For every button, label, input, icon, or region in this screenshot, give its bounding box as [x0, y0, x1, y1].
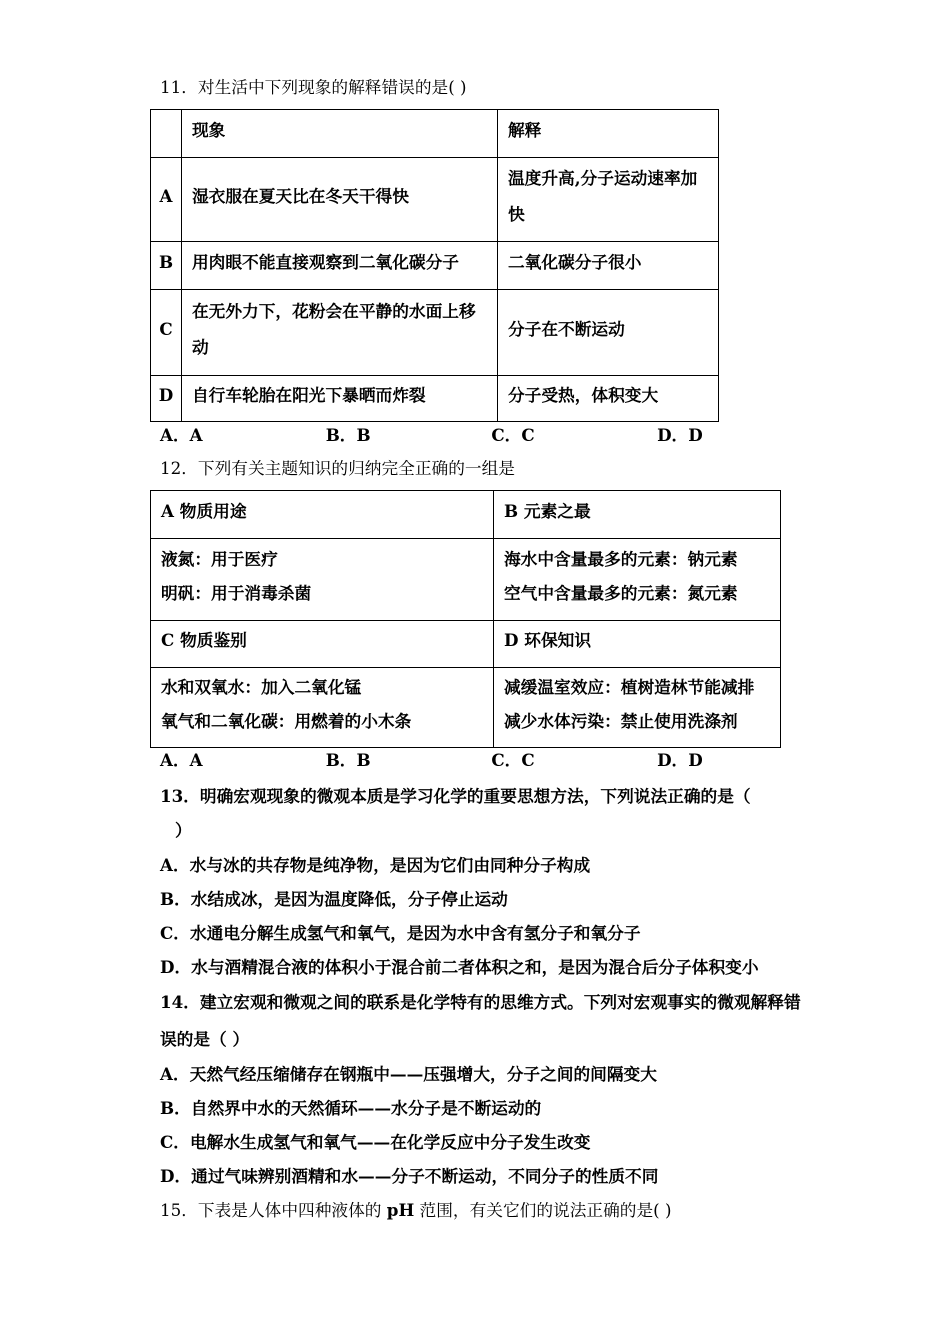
q14-option-b: B．自然界中水的天然循环——水分子是不断运动的	[160, 1098, 542, 1118]
cell-line: 温度升高,分子运动速率加	[508, 167, 698, 188]
cell-line: 分子在不断运动	[508, 318, 625, 339]
q14-stem-line-1: 14．建立宏观和微观之间的联系是化学特有的思维方式。下列对宏观事实的微观解释错	[160, 992, 801, 1012]
q12-cell-b-content	[494, 539, 781, 621]
q12-cell-b-title: B 元素之最	[494, 491, 781, 539]
q13-option-d: D．水与酒精混合液的体积小于混合前二者体积之和，是因为混合后分子体积变小	[160, 957, 759, 977]
cell-line: 二氧化碳分子很小	[508, 251, 642, 272]
q12-cell-a-title: A 物质用途	[151, 491, 494, 539]
cell-line: 海水中含量最多的元素：钠元素	[504, 548, 738, 569]
cell-line: 分子受热，体积变大	[508, 384, 659, 405]
q12-cell-c-title: C 物质鉴别	[151, 621, 494, 668]
q11-row-explanation	[498, 242, 719, 290]
q11-row-explanation	[498, 290, 719, 376]
q12-cell-d-title: D 环保知识	[494, 621, 781, 668]
cell-line: 氧气和二氧化碳：用燃着的小木条	[161, 710, 412, 731]
q11-row-label: A	[151, 158, 182, 242]
q11-header-explanation: 解释	[498, 110, 719, 158]
q11-header-phenomenon: 现象	[182, 110, 498, 158]
q12-table	[150, 490, 781, 748]
cell-line: 明矾：用于消毒杀菌	[161, 582, 312, 603]
cell-line: 自行车轮胎在阳光下暴晒而炸裂	[192, 384, 426, 405]
q11-header-label-cell	[151, 110, 182, 158]
cell-line: 空气中含量最多的元素：氮元素	[504, 582, 738, 603]
cell-line: 水和双氧水：加入二氧化锰	[161, 676, 362, 697]
q15-stem-before: 15．下表是人体中四种液体的	[160, 1200, 387, 1220]
cell-line: 快	[508, 203, 525, 224]
cell-line: 减少水体污染：禁止使用洗涤剂	[504, 710, 738, 731]
q11-table-row-c	[151, 290, 719, 376]
q11-row-phenomenon	[182, 376, 498, 422]
cell-line: 减缓温室效应：植树造林节能减排	[504, 676, 755, 697]
q14-stem-line-2: 误的是（ ）	[160, 1029, 250, 1049]
q11-stem: 11．对生活中下列现象的解释错误的是( )	[160, 77, 467, 97]
q14-option-a: A．天然气经压缩储存在钢瓶中——压强增大，分子之间的间隔变大	[160, 1064, 657, 1084]
q14-option-d: D．通过气味辨别酒精和水——分子不断运动，不同分子的性质不同	[160, 1166, 659, 1186]
q15-stem-ph: pH	[386, 1200, 415, 1220]
q12-option-a: A．A	[160, 750, 203, 770]
q12-cell-c-content	[151, 668, 494, 748]
q11-option-a: A．A	[160, 425, 203, 445]
q12-table-title-row	[151, 621, 781, 668]
q12-table-title-row	[151, 491, 781, 539]
q11-row-phenomenon	[182, 158, 498, 242]
q12-table-content-row	[151, 668, 781, 748]
q11-row-explanation	[498, 376, 719, 422]
q15-stem	[160, 1198, 672, 1222]
q11-row-label: C	[151, 290, 182, 376]
q11-table-row-b	[151, 242, 719, 290]
q13-option-a: A．水与冰的共存物是纯净物，是因为它们由同种分子构成	[160, 855, 591, 875]
cell-line: 动	[192, 336, 209, 357]
q12-option-d: D．D	[657, 750, 703, 770]
cell-line: 用肉眼不能直接观察到二氧化碳分子	[192, 251, 459, 272]
q15-stem-after: 范围，有关它们的说法正确的是( )	[414, 1200, 672, 1220]
q12-table-content-row	[151, 539, 781, 621]
q11-row-label: D	[151, 376, 182, 422]
q11-table-row-d	[151, 376, 719, 422]
q13-stem-line-2: ）	[175, 820, 192, 840]
cell-line: 湿衣服在夏天比在冬天干得快	[192, 185, 409, 206]
q12-option-b: B．B	[325, 750, 371, 770]
q11-option-b: B．B	[325, 425, 371, 445]
q12-cell-d-content	[494, 668, 781, 748]
q11-row-label: B	[151, 242, 182, 290]
q12-cell-a-content	[151, 539, 494, 621]
cell-line: 液氮：用于医疗	[161, 548, 278, 569]
q11-table-row-a	[151, 158, 719, 242]
q14-option-c: C．电解水生成氢气和氧气——在化学反应中分子发生改变	[160, 1132, 591, 1152]
q11-table-header-row	[151, 110, 719, 158]
q13-stem-line-1: 13．明确宏观现象的微观本质是学习化学的重要思想方法，下列说法正确的是（	[160, 786, 751, 806]
q12-stem: 12．下列有关主题知识的归纳完全正确的一组是	[160, 458, 515, 478]
q11-row-phenomenon	[182, 242, 498, 290]
q11-table	[150, 109, 719, 422]
q12-options	[160, 748, 823, 772]
q11-row-phenomenon	[182, 290, 498, 376]
q13-option-b: B．水结成冰，是因为温度降低，分子停止运动	[160, 889, 508, 909]
cell-line: 在无外力下，花粉会在平静的水面上移	[192, 300, 476, 321]
q13-option-c: C．水通电分解生成氢气和氧气，是因为水中含有氢分子和氧分子	[160, 923, 641, 943]
q11-option-d: D．D	[657, 425, 703, 445]
q12-option-c: C．C	[491, 750, 535, 770]
q11-option-c: C．C	[491, 425, 535, 445]
q11-options	[160, 423, 823, 447]
q11-row-explanation	[498, 158, 719, 242]
